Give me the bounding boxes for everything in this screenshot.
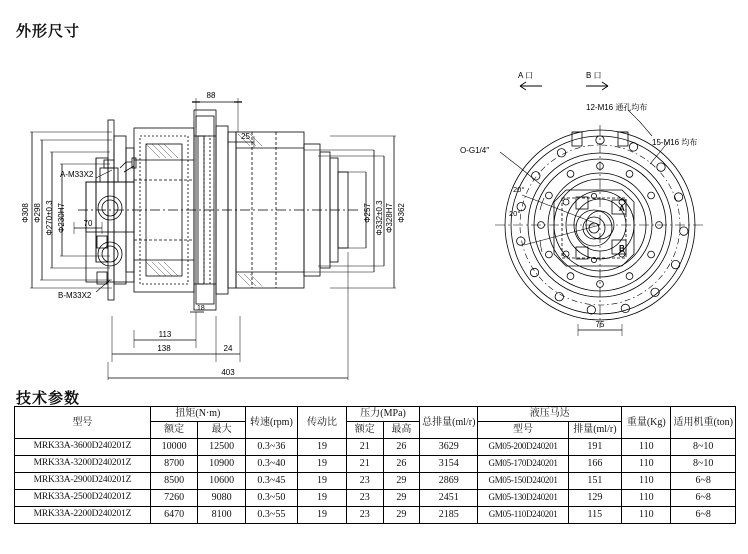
cell-pressure-max: 26 [383,438,420,455]
cell-pressure-max: 29 [383,506,420,523]
cell-motor-model: GM05-170D240201 [478,455,568,472]
left-section-view [30,98,396,380]
cell-speed: 0.3~40 [245,455,297,472]
port-g14-label: O-G1/4″ [460,146,490,155]
th-motor: 液压马达 [478,407,622,422]
cell-speed: 0.3~36 [245,438,297,455]
arrow-a-label: A 口 [518,71,534,80]
cell-speed: 0.3~50 [245,489,297,506]
cell-pressure-rated: 21 [347,455,384,472]
cell-motor-model: GM05-200D240201 [478,438,568,455]
cell-torque-max: 8100 [198,506,246,523]
table-row [15,438,736,455]
th-torque-rated: 额定 [150,421,198,438]
cell-machine-weight: 6~8 [671,506,736,523]
cell-motor-disp: 166 [568,455,622,472]
dim-138-label: 138 [157,344,171,353]
cell-torque-rated: 8500 [150,472,198,489]
table-row [15,472,736,489]
cell-model: MRK33A-3600D240201Z [15,438,151,455]
cell-motor-model: GM05-130D240201 [478,489,568,506]
dia-332-label: Φ332±0.3 [375,200,384,236]
th-torque: 扭矩(N·m) [150,407,245,422]
th-machine-weight: 适用机重(ton) [671,407,736,439]
th-pressure-max: 最高 [383,421,420,438]
cell-ratio: 19 [297,489,346,506]
cell-displacement: 2451 [420,489,478,506]
cell-weight: 110 [622,472,671,489]
cell-ratio: 19 [297,506,346,523]
cell-motor-disp: 191 [568,438,622,455]
cell-machine-weight: 8~10 [671,438,736,455]
cell-pressure-rated: 21 [347,438,384,455]
cell-torque-max: 10600 [198,472,246,489]
cell-displacement: 3629 [420,438,478,455]
table-row [15,489,736,506]
th-ratio: 传动比 [297,407,346,439]
cell-machine-weight: 6~8 [671,489,736,506]
cell-pressure-rated: 23 [347,506,384,523]
cell-torque-rated: 6470 [150,506,198,523]
dim-25-label: 25 [241,132,250,141]
cell-machine-weight: 6~8 [671,472,736,489]
dim-75-label: 75 [595,320,605,329]
cell-speed: 0.3~55 [245,506,297,523]
cell-speed: 0.3~45 [245,472,297,489]
dim-113-label: 113 [158,330,172,339]
table-row [15,455,736,472]
cell-pressure-rated: 23 [347,472,384,489]
cell-weight: 110 [622,455,671,472]
cell-model: MRK33A-2900D240201Z [15,472,151,489]
technical-drawing [0,40,748,380]
cell-displacement: 2185 [420,506,478,523]
cell-displacement: 2869 [420,472,478,489]
cell-motor-disp: 151 [568,472,622,489]
cell-ratio: 19 [297,472,346,489]
cell-torque-rated: 7260 [150,489,198,506]
cell-torque-max: 10900 [198,455,246,472]
cell-pressure-rated: 23 [347,489,384,506]
dia-328h7-label: Φ328H7 [385,203,394,233]
cell-pressure-max: 29 [383,489,420,506]
angle-20a-label: 20° [513,185,525,194]
cell-torque-rated: 10000 [150,438,198,455]
bolt-15-m16-label: 15-M16 均布 [652,138,698,147]
cell-torque-rated: 8700 [150,455,198,472]
th-displacement: 总排量(ml/r) [420,407,478,439]
cell-displacement: 3154 [420,455,478,472]
cell-model: MRK33A-3200D240201Z [15,455,151,472]
table-row [15,506,736,523]
arrow-b-label: B 口 [586,71,602,80]
cell-weight: 110 [622,506,671,523]
specs-table-wrap [14,406,736,524]
bolt-12-m16-label: 12-M16 通孔均布 [586,103,648,112]
specs-table [14,406,736,524]
dim-18-label: 18 [197,305,205,312]
cell-motor-disp: 115 [568,506,622,523]
cell-model: MRK33A-2500D240201Z [15,489,151,506]
cell-torque-max: 12500 [198,438,246,455]
right-end-view [495,82,705,336]
th-weight: 重量(Kg) [622,407,671,439]
cell-model: MRK33A-2200D240201Z [15,506,151,523]
dia-298-label: Φ298 [33,203,42,223]
cell-motor-disp: 129 [568,489,622,506]
page-title-outline: 外形尺寸 [16,23,81,40]
th-motor-model: 型号 [478,421,568,438]
cell-ratio: 19 [297,438,346,455]
table-header-row-1 [15,407,736,422]
dia-308-label: Φ308 [21,203,30,223]
dia-257-label: Φ257 [363,203,372,223]
dia-362-label: Φ362 [397,203,406,223]
port-b-label: B-M33X2 [58,291,92,300]
dia-230h7-label: Φ230H7 [57,203,66,233]
port-a-label: A-M33X2 [60,170,94,179]
th-pressure-rated: 额定 [347,421,384,438]
cell-pressure-max: 29 [383,472,420,489]
cell-motor-model: GM05-150D240201 [478,472,568,489]
cell-ratio: 19 [297,455,346,472]
th-model: 型号 [15,407,151,439]
page-title-specs: 技术参数 [16,390,81,407]
cell-pressure-max: 26 [383,455,420,472]
marker-a-label: A [619,204,625,213]
dim-70-label: 70 [83,219,93,228]
th-pressure: 压力(MPa) [347,407,420,422]
angle-20b-label: 20° [509,209,521,218]
cell-weight: 110 [622,438,671,455]
marker-b-label: B [619,244,625,253]
dim-403-label: 403 [221,368,235,377]
dim-88-label: 88 [206,91,216,100]
th-speed: 转速(rpm) [245,407,297,439]
th-motor-disp: 排量(ml/r) [568,421,622,438]
table-body [15,438,736,523]
cell-torque-max: 9080 [198,489,246,506]
cell-motor-model: GM05-110D240201 [478,506,568,523]
cell-machine-weight: 8~10 [671,455,736,472]
cell-weight: 110 [622,489,671,506]
th-torque-max: 最大 [198,421,246,438]
dim-24-label: 24 [223,344,233,353]
dia-270-label: Φ270±0.3 [45,200,54,236]
